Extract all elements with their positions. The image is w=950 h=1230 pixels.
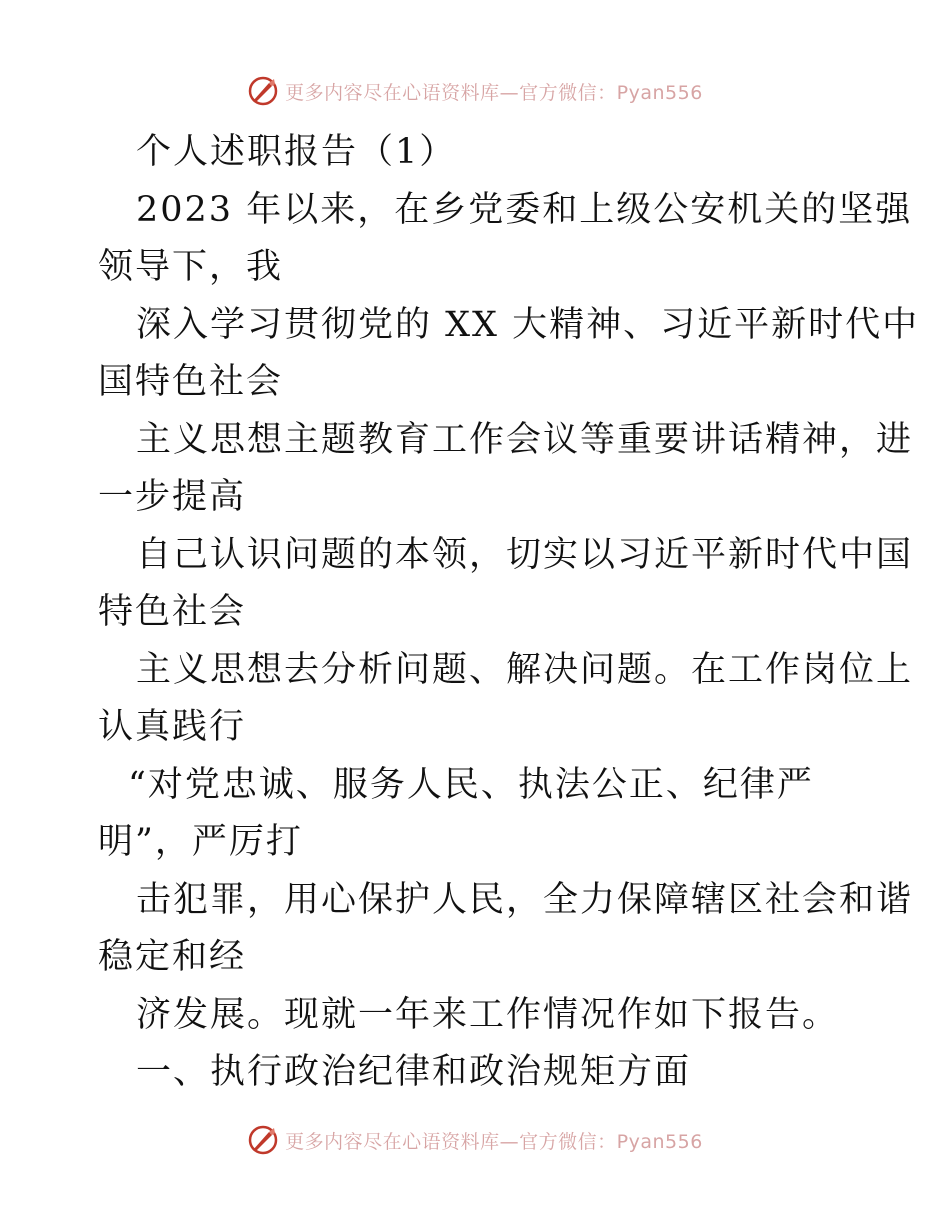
header-watermark-banner	[0, 71, 950, 111]
document-title: 个人述职报告（1）	[136, 132, 457, 172]
footer-watermark-banner	[0, 1120, 950, 1160]
paragraph-line: 认真践行	[98, 707, 247, 747]
header-watermark-text: 更多内容尽在心语资料库—官方微信：Pyan556	[285, 81, 703, 104]
paragraph-line: 稳定和经	[98, 937, 247, 977]
document-body	[98, 124, 920, 1102]
paragraph-line: 主义思想去分析问题、解决问题。在工作岗位上	[136, 649, 914, 690]
paragraph-line: 击犯罪，用心保护人民，全力保障辖区社会和谐	[136, 879, 914, 920]
paragraph-line: 济发展。现就一年来工作情况作如下报告。	[136, 994, 840, 1035]
paragraph-line: 一步提高	[98, 477, 247, 517]
section-heading: 一、执行政治纪律和政治规矩方面	[136, 1052, 692, 1092]
paragraph-line: 明”，严厉打	[98, 822, 303, 862]
paragraph-line: 深入学习贯彻党的 XX 大精神、习近平新时代中	[136, 304, 920, 345]
paragraph-line: 领导下，我	[98, 247, 284, 287]
paragraph-line: “对党忠诚、服务人民、执法公正、纪律严	[128, 764, 814, 805]
quill-logo-icon	[247, 75, 279, 107]
paragraph-line: 自己认识问题的本领，切实以习近平新时代中国	[136, 534, 914, 575]
paragraph-line: 特色社会	[98, 592, 247, 632]
quill-logo-icon	[247, 1124, 279, 1156]
paragraph-line: 2023 年以来，在乡党委和上级公安机关的坚强	[136, 189, 913, 230]
paragraph-line: 主义思想主题教育工作会议等重要讲话精神，进	[136, 419, 914, 460]
footer-watermark-text: 更多内容尽在心语资料库—官方微信：Pyan556	[285, 1130, 703, 1153]
paragraph-line: 国特色社会	[98, 362, 284, 402]
